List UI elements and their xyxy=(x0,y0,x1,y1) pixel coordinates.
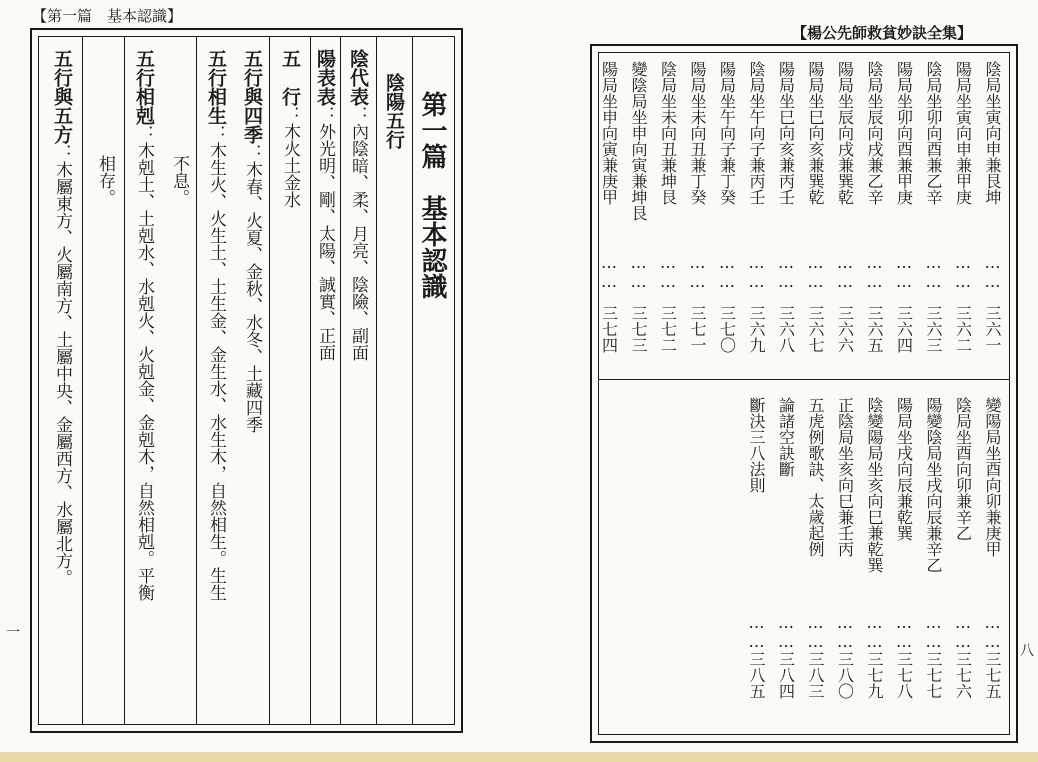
toc-entry-leader: …… xyxy=(806,253,825,291)
left-page-frame xyxy=(30,28,463,733)
toc-entry-page: 三六九 xyxy=(747,305,766,353)
entry-text: ：木剋土、土剋水、水剋火、火剋金、金剋木，自然相剋。平衡 xyxy=(134,125,154,601)
entry-heading: 陽表表 xyxy=(314,49,336,106)
toc-entry-title: 陽局坐卯向酉兼甲庚 xyxy=(894,61,914,205)
entry-heading: 五行相剋 xyxy=(133,49,155,125)
toc-entry-leader: …… xyxy=(924,253,943,291)
toc-entry-page: 三七四 xyxy=(599,305,619,353)
toc-entry-leader: …… xyxy=(776,613,796,651)
entry-heading: 五行與四季 xyxy=(241,49,263,144)
toc-entry-title: 斷決三八法則 xyxy=(747,397,766,493)
toc-entry-leader: …… xyxy=(835,613,855,651)
toc-entry-leader: …… xyxy=(688,253,707,291)
toc-entry-page: 三六二 xyxy=(953,305,973,353)
left-page-number: 一 xyxy=(6,625,20,641)
toc-entry-title: 陽局坐辰向戌兼巽乾 xyxy=(835,61,855,205)
toc-entry-title: 陰局坐未向丑兼坤艮 xyxy=(658,61,678,205)
toc-entry-title: 陽局坐午向子兼丁癸 xyxy=(717,61,737,205)
left-page-inner-frame xyxy=(38,36,455,725)
entry-heading: 陰代表 xyxy=(347,49,369,106)
toc-entry-page: 三七八 xyxy=(894,651,914,699)
toc-entry-page: 三七〇 xyxy=(717,305,737,353)
toc-entry-leader: …… xyxy=(835,253,855,291)
toc-entry-title: 陰局坐辰向戌兼乙辛 xyxy=(865,61,884,205)
toc-entry-leader: …… xyxy=(894,253,914,291)
toc-entry-page: 三七九 xyxy=(865,651,884,699)
entry-generating-cycle xyxy=(206,49,225,601)
left-running-header: 【第一篇 基本認識】 xyxy=(32,7,183,25)
toc-entry-page: 三六六 xyxy=(835,305,855,353)
toc-entry-page: 三七五 xyxy=(983,651,1002,699)
chapter-title: 第一篇 基本認識 xyxy=(417,91,447,299)
toc-entry-leader: …… xyxy=(953,253,973,291)
entry-elements-directions xyxy=(52,49,71,586)
toc-entry-leader: …… xyxy=(894,613,914,651)
page-bottom-edge xyxy=(0,752,1038,762)
toc-entry-leader: …… xyxy=(747,253,766,291)
toc-entry-page: 三八三 xyxy=(806,651,825,699)
toc-entry-page: 三六八 xyxy=(776,305,796,353)
toc-entry-title: 陽局坐未向丑兼丁癸 xyxy=(688,61,707,205)
toc-entry-leader: …… xyxy=(924,613,943,651)
entry-continuation: 相存。 xyxy=(95,155,115,206)
right-page-number: 八 xyxy=(1020,643,1034,659)
toc-entry-leader: …… xyxy=(747,613,766,651)
toc-entry-page: 三七三 xyxy=(629,305,648,353)
toc-entry-leader: …… xyxy=(865,253,884,291)
entry-text: ：木春、火夏、金秋、水冬、土藏四季 xyxy=(242,144,262,433)
toc-entry-page: 三七一 xyxy=(688,305,707,353)
toc-entry-title: 陽局坐申向寅兼庚甲 xyxy=(599,61,619,205)
toc-entry-title: 陰局坐午向子兼丙壬 xyxy=(747,61,766,205)
toc-entry-page: 三六三 xyxy=(924,305,943,353)
toc-entry-page: 三六一 xyxy=(983,305,1002,353)
entry-text: ：木屬東方、火屬南方、土屬中央、金屬西方、水屬北方。 xyxy=(52,144,72,586)
toc-entry-page: 三七二 xyxy=(658,305,678,353)
toc-entry-leader: …… xyxy=(599,253,619,291)
entry-elements-seasons xyxy=(242,49,261,433)
toc-entry-title: 變陰局坐申向寅兼坤艮 xyxy=(629,61,648,221)
entry-controlling-cycle xyxy=(134,49,153,601)
right-page-inner-frame xyxy=(598,52,1010,735)
toc-entry-page: 三六四 xyxy=(894,305,914,353)
toc-entry-title: 陽局坐寅向申兼甲庚 xyxy=(953,61,973,205)
toc-entry-leader: …… xyxy=(865,613,884,651)
entry-yang xyxy=(315,49,334,361)
toc-entry-leader: …… xyxy=(983,253,1002,291)
toc-entry-leader: …… xyxy=(953,613,973,651)
toc-section-divider xyxy=(599,379,1009,380)
toc-entry-title: 陰局坐酉向卯兼辛乙 xyxy=(953,397,973,541)
right-running-header: 【楊公先師救貧妙訣全集】 xyxy=(792,24,973,42)
toc-entry-title: 正陰局坐亥向巳兼壬丙 xyxy=(835,397,855,557)
toc-entry-title: 五虎例歌訣、太歲起例 xyxy=(806,397,825,557)
toc-entry-page: 三八五 xyxy=(747,651,766,699)
toc-entry-page: 三六五 xyxy=(865,305,884,353)
toc-entry-title: 陰局坐寅向申兼艮坤 xyxy=(983,61,1002,205)
toc-entry-title: 陽局坐巳向亥兼丙壬 xyxy=(776,61,796,205)
entry-text: ：木生火、火生土、土生金、金生水、水生木，自然相生。生生 xyxy=(206,125,226,601)
toc-entry-leader: …… xyxy=(983,613,1002,651)
toc-entry-leader: …… xyxy=(629,253,648,291)
right-page-frame xyxy=(590,44,1018,743)
toc-entry-title: 論諸空訣斷 xyxy=(776,397,796,477)
entry-yin xyxy=(348,49,367,361)
entry-heading: 五行與五方 xyxy=(51,49,73,144)
toc-entry-leader: …… xyxy=(658,253,678,291)
toc-entry-page: 三七六 xyxy=(953,651,973,699)
toc-entry-page: 三八四 xyxy=(776,651,796,699)
toc-entry-leader: …… xyxy=(717,253,737,291)
entry-continuation: 不息。 xyxy=(169,155,189,206)
toc-entry-leader: …… xyxy=(806,613,825,651)
entry-five-elements xyxy=(280,49,299,208)
toc-entry-title: 陽局坐戌向辰兼乾巽 xyxy=(894,397,914,541)
entry-text: ：內陰暗、柔、月亮、陰險、副面 xyxy=(348,106,368,361)
toc-entry-page: 三七七 xyxy=(924,651,943,699)
entry-heading: 五行相生 xyxy=(205,49,227,125)
entry-text: ：外光明、剛、太陽、誠實、正面 xyxy=(315,106,335,361)
toc-entry-title: 陰變陽局坐亥向巳兼乾巽 xyxy=(865,397,884,573)
entry-heading: 五 行 xyxy=(279,49,301,106)
entry-text: ：木火土金水 xyxy=(280,106,300,208)
toc-entry-title: 陽局坐巳向亥兼巽乾 xyxy=(806,61,825,205)
toc-entry-page: 三八〇 xyxy=(835,651,855,699)
toc-entry-leader: …… xyxy=(776,253,796,291)
toc-entry-title: 變陽局坐酉向卯兼庚甲 xyxy=(983,397,1002,557)
toc-entry-title: 陰局坐卯向酉兼乙辛 xyxy=(924,61,943,205)
toc-entry-title: 陽變陰局坐戌向辰兼辛乙 xyxy=(924,397,943,573)
section-heading: 陰陽五行 xyxy=(383,73,405,149)
toc-entry-page: 三六七 xyxy=(806,305,825,353)
